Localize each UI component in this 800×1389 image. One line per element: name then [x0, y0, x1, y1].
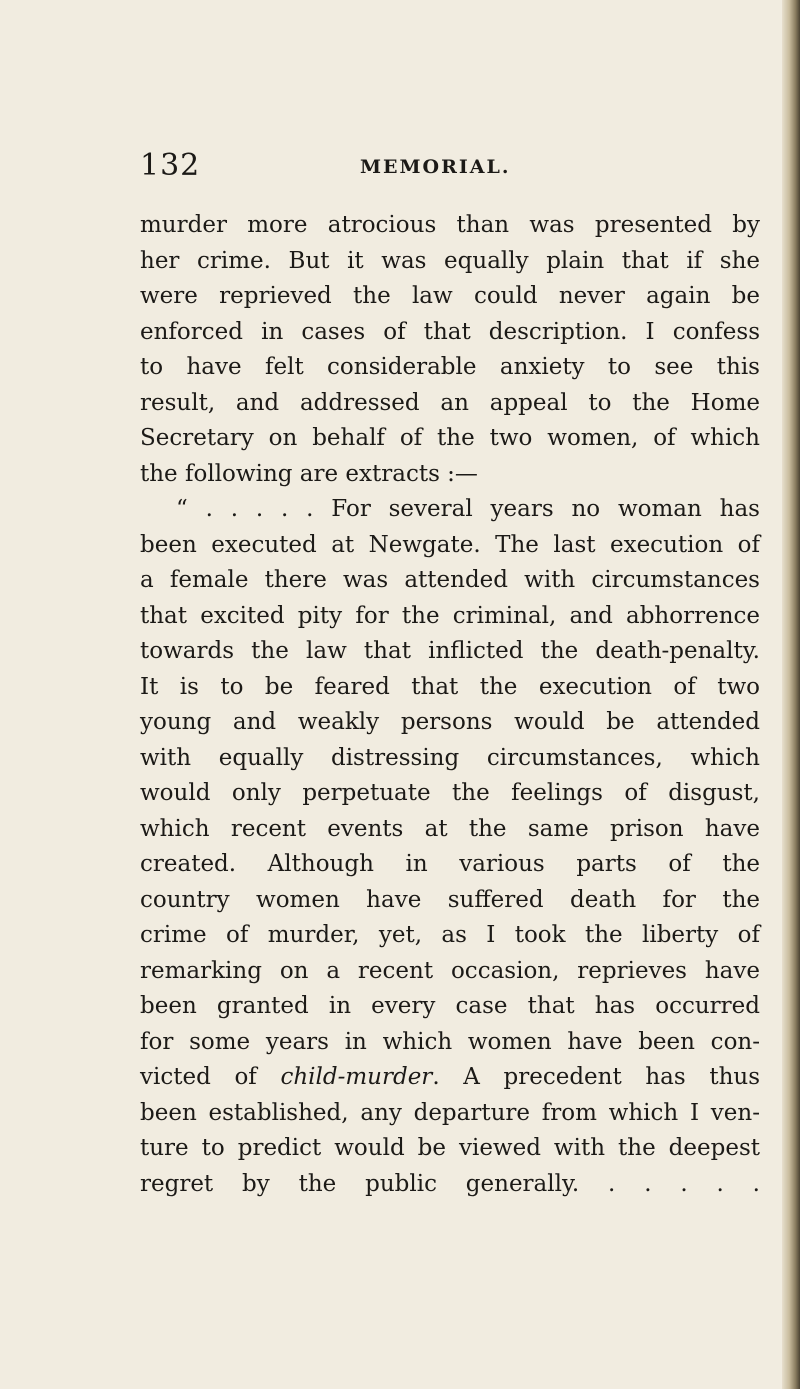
text-line: result, and addressed an appeal to the Home — [140, 389, 760, 416]
body-text — [140, 208, 760, 1202]
text-line-with-italic — [140, 1060, 760, 1096]
page-edge — [782, 0, 800, 1389]
text-line: It is to be feared that the execution of two — [140, 673, 760, 700]
text-line: been granted in every case that has occurred — [140, 993, 760, 1019]
line-segment: . A precedent has thus — [432, 1064, 760, 1090]
text-line: to have felt considerable anxiety to see this — [140, 354, 760, 380]
page-number: 132 — [140, 148, 201, 183]
text-line: regret by the public generally. . . . . . — [140, 1170, 760, 1197]
text-line: Secretary on behalf of the two women, of which — [140, 425, 760, 451]
text-line: a female there was attended with circumstances — [140, 567, 760, 593]
text-line: were reprieved the law could never again be — [140, 283, 760, 309]
text-line: ture to predict would be viewed with the deepest — [140, 1135, 760, 1161]
text-line: would only perpetuate the feelings of disgust, — [140, 780, 760, 806]
text-line: crime of murder, yet, as I took the liberty of — [140, 922, 760, 948]
text-line: been executed at Newgate. The last execution of — [140, 531, 760, 558]
text-line: the following are extracts :— — [140, 460, 478, 487]
italic-term: child-murder — [280, 1064, 433, 1090]
text-line: remarking on a recent occasion, reprieves have — [140, 957, 760, 984]
text-line: her crime. But it was equally plain that if she — [140, 247, 760, 274]
running-head: MEMORIAL. — [360, 156, 511, 178]
quote-opening-line: “ . . . . . For several years no woman has — [176, 496, 760, 522]
line-segment: victed of — [140, 1064, 281, 1090]
page-header — [140, 148, 740, 188]
text-line: young and weakly persons would be attended — [140, 709, 760, 735]
text-line: with equally distressing circumstances, which — [140, 744, 760, 771]
text-line: which recent events at the same prison have — [140, 815, 760, 842]
text-line: towards the law that inflicted the death-penalty. — [140, 638, 760, 664]
text-line: that excited pity for the criminal, and abhorrence — [140, 602, 760, 629]
text-line: created. Although in various parts of the — [140, 851, 760, 877]
text-line: been established, any departure from which I ven- — [140, 1099, 760, 1126]
text-line: country women have suffered death for the — [140, 886, 760, 913]
text-line: for some years in which women have been con- — [140, 1028, 760, 1055]
text-line: murder more atrocious than was presented by — [140, 212, 760, 238]
text-line: enforced in cases of that description. I confess — [140, 318, 760, 345]
